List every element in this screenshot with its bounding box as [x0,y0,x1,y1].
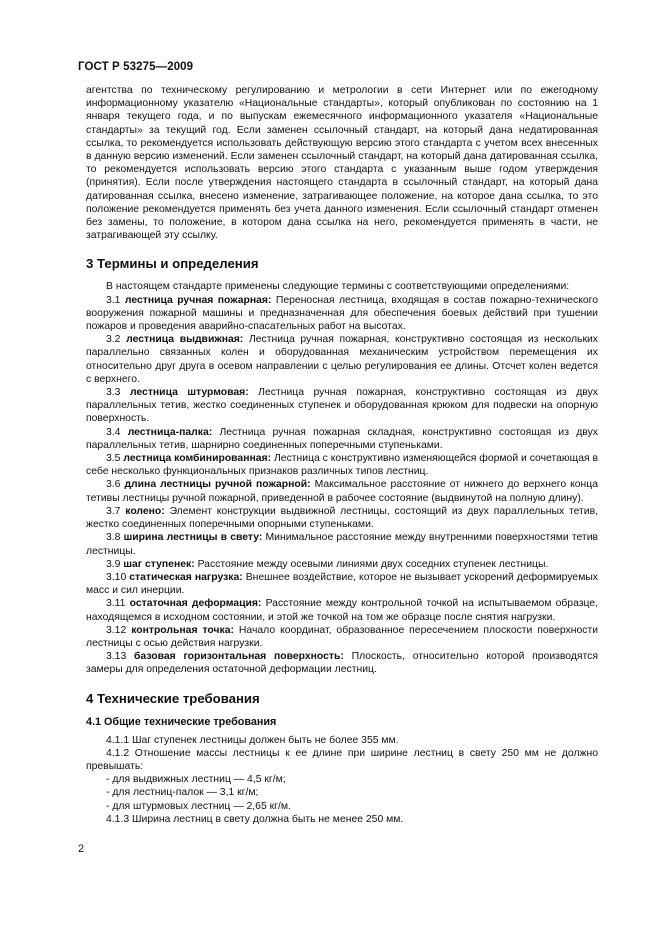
term-definition [86,386,598,426]
term-name: колено: [125,505,165,517]
term-definition [86,505,598,531]
term-text: Плоскость, относительно которой производятся замеры для определения остаточной деформации лестниц. [86,651,599,676]
term-name: лестница-палка: [127,426,213,438]
terms-list [86,294,598,677]
page-number: 2 [78,843,85,855]
term-definition [86,478,598,504]
term-text: Начало координат, образованное пересечением плоскости поверхности лестницы с осью действия нагрузки. [86,624,599,649]
term-name: лестница ручная пожарная: [124,294,272,306]
intro-paragraph: агентства по техническому регулированию и метрологии в сети Интернет или по ежегодному информационному указателю «Национальные стандарты», который опубликован по состоянию на 1 января текущего года, и по выпускам ежемесячного информационного указателя «Национальные стандарты» за текущий год. Если заменен ссылочный стандарт, на который дана недатированная ссылка, то рекомендуется использовать действующую версию этого стандарта с учетом всех внесенных в данную версию изменений. Если заменен ссылочный стандарт, на который дана датированная ссылка, то рекомендуется использовать версию этого стандарта с указанным выше годом утверждения (принятия). Если после утверждения настоящего стандарта в ссылочный стандарт, на который дана датированная ссылка, внесено изменение, затрагивающее положение, на которое дана ссылка, то это положение рекомендуется применять без учета данного изменения. Если ссылочный стандарт отменен без замены, то положение, в котором дана ссылка на него, рекомендуется применять в части, не затрагивающей эту ссылку. [86,85,598,242]
term-number: 3.2 [106,334,121,346]
term-text: Переносная лестница, входящая в состав пожарно-технического вооружения пожарной машины и предназначенная для обеспечения боевых действий при тушении пожаров и проведения аварийно-спасательных работ на высотах. [86,294,599,333]
term-text: Расстояние между осевыми линиями двух соседних ступенек лестницы. [197,558,549,570]
term-number: 3.1 [106,294,121,306]
term-text: Внешнее воздействие, которое не вызывает ускорений деформируемых масс и сил инерции. [86,571,598,597]
term-number: 3.7 [106,505,121,517]
subsection-4-1-heading: 4.1 Общие технические требования [86,715,277,728]
term-number: 3.12 [106,624,127,636]
term-text: Минимальное расстояние между внутренними поверхностями тетив лестницы. [86,532,599,557]
list-item: - для лестниц-палок — 3,1 кг/м; [106,787,259,799]
term-name: шаг ступенек: [123,558,195,570]
term-name: лестница комбинированная: [123,453,272,465]
term-name: базовая горизонтальная поверхность: [134,651,344,663]
term-number: 3.5 [106,453,121,465]
document-header: ГОСТ Р 53275—2009 [78,61,194,73]
term-definition [86,294,598,334]
term-number: 3.11 [106,598,126,610]
list-item: - для выдвижных лестниц — 4,5 кг/м; [106,774,286,786]
document-body [86,84,598,826]
term-text: Лестница ручная пожарная, конструктивно состоящая из нескольких параллельно связанных колен и оборудованная механическим устройством перемещения их относительно друг друга в осевом направлении с целью регулирования ее длины. Отсчет колен ведется с верхнего. [86,334,598,385]
term-definition [86,333,598,386]
term-definition [86,624,598,650]
term-number: 3.6 [106,479,121,491]
term-text: Лестница ручная пожарная, конструктивно состоящая из двух параллельных тетив, жестко соединенных ступенек и оборудованная крюком для подвески на опорную поверхность. [86,387,598,425]
term-number: 3.9 [106,558,121,570]
clause-4-1-3: 4.1.3 Ширина лестниц в свету должна быть не менее 250 мм. [106,813,404,825]
section-4-heading: 4 Технические требования [86,690,260,706]
term-name: контрольная точка: [131,624,234,636]
term-definition [86,558,598,571]
term-number: 3.13 [106,651,127,663]
term-definition [86,650,598,676]
clause-4-1-2: 4.1.2 Отношение массы лестницы к ее длине при ширине лестниц в свету 250 мм не должно превышать: [86,747,598,772]
section-3-heading: 3 Термины и определения [86,256,259,272]
term-definition [86,426,598,452]
clause-4-1-1: 4.1.1 Шаг ступенек лестницы должен быть не более 355 мм. [106,734,399,746]
term-name: длина лестницы ручной пожарной: [124,479,311,491]
list-item: - для штурмовых лестниц — 2,65 кг/м. [106,800,291,812]
term-number: 3.4 [106,426,121,438]
term-name: статическая нагрузка: [129,571,243,583]
term-text: Элемент конструкции выдвижной лестницы, состоящий из двух параллельных тетив, жестко соединенных поперечными опорными ступеньками. [86,505,599,531]
section-3-lead: В настоящем стандарте применены следующие термины с соответствующими определениями: [106,281,570,293]
term-definition [86,452,598,478]
term-text: Расстояние между контрольной точкой на испытываемом образце, находящемся в исходном состоянии, и этой же точкой на том же образце после снятия нагрузки. [86,598,599,623]
term-name: остаточная деформация: [129,598,262,610]
term-definition [86,531,598,557]
term-number: 3.8 [106,532,121,544]
term-number: 3.10 [106,571,127,583]
term-number: 3.3 [106,387,121,399]
term-definition [86,571,598,597]
term-text: Максимальное расстояние от нижнего до верхнего конца тетивы лестницы ручной пожарной, приведенной в рабочее состояние (выдвинутой на полную длину). [86,479,599,504]
term-text: Лестница с конструктивно изменяющейся формой и сочетающая в себе несколько функциональных признаков различных типов лестниц. [86,453,599,478]
term-name: лестница выдвижная: [126,334,244,346]
term-name: лестница штурмовая: [129,387,249,399]
term-definition [86,597,598,623]
term-text: Лестница ручная пожарная складная, конструктивно состоящая из двух параллельных тетив, шарнирно соединенных поперечными ступеньками. [86,426,598,451]
term-name: ширина лестницы в свету: [123,532,263,544]
